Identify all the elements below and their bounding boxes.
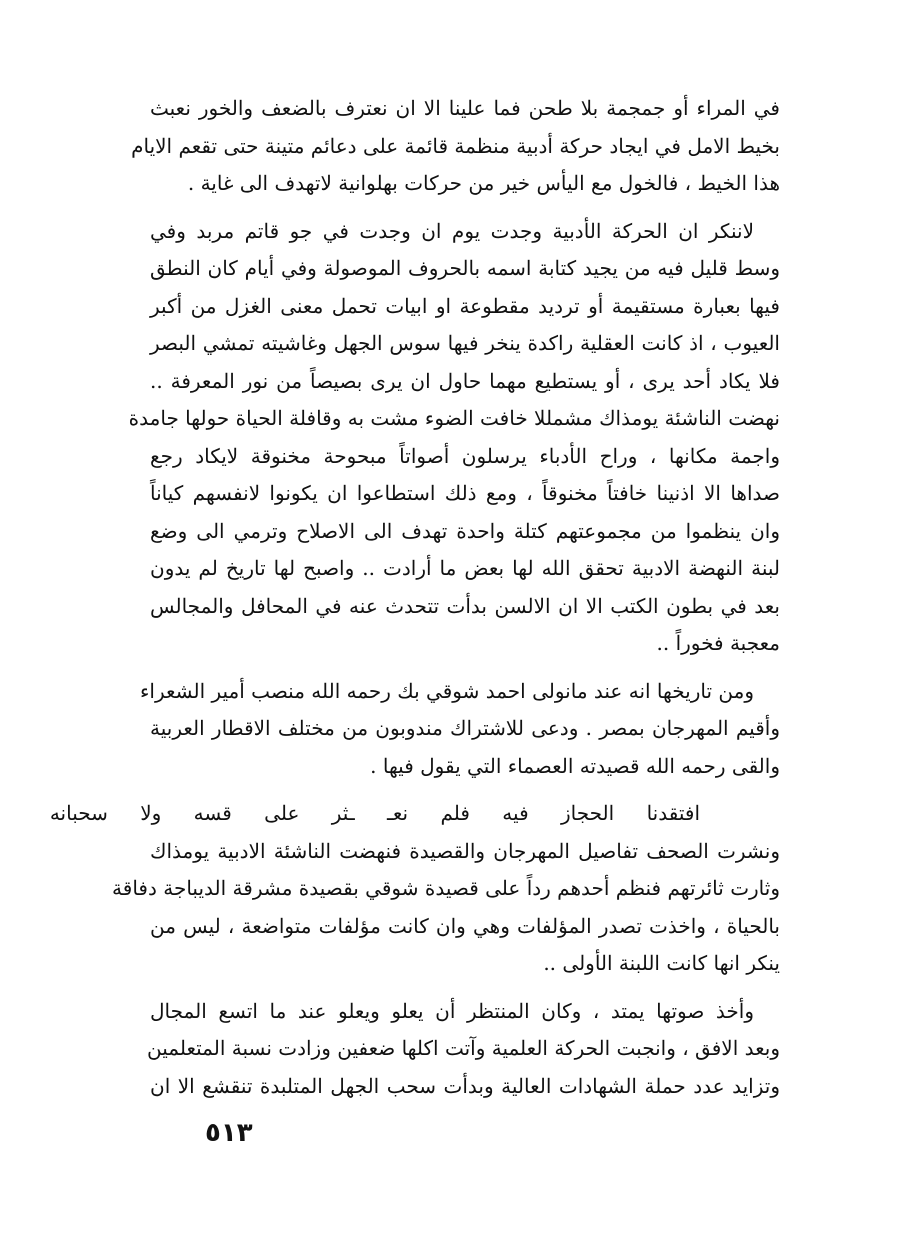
paragraph-first-line: وأخذ صوتها يمتد ، وكان المنتظر أن يعلو ويعلو عند ما اتسع المجال	[150, 998, 754, 1023]
text-line: وسط قليل فيه من يجيد كتابة اسمه بالحروف الموصولة وفي أيام كان النطق	[150, 256, 780, 280]
text-line: وأقيم المهرجان بمصر . ودعى للاشتراك مندوبون من مختلف الاقطار العربية	[150, 716, 780, 740]
text-line: العيوب ، اذ كانت العقلية راكدة ينخر فيها سوس الجهل وغاشيته تمشي البصر	[150, 331, 780, 355]
text-line: واجمة مكانها ، وراح الأدباء يرسلون أصواتاً مبحوحة مخنوقة لايكاد رجع	[150, 443, 780, 468]
text-line: هذا الخيط ، فالخول مع اليأس خير من حركات بهلوانية لاتهدف الى غاية .	[187, 171, 780, 195]
text-line: وان ينظموا من مجموعتهم كتلة واحدة تهدف الى الاصلاح وترمي الى وضع	[150, 518, 780, 543]
text-line: بخيط الامل في ايجاد حركة أدبية منظمة قائمة على دعائم متينة حتى تقعم الايام	[131, 133, 780, 158]
text-line: وثارت ثائرتهم فنظم أحدهم رداً على قصيدة شوقي بقصيدة مشرقة الديباجة دفاقة	[112, 876, 780, 900]
poem-verse: افتقدنا الحجاز فيه فلم نعـ ـثر على قسه ولا سحبانه	[49, 801, 700, 825]
text-line: فلا يكاد أحد يرى ، أو يستطيع مهما حاول ان يرى بصيصاً من نور المعرفة ..	[150, 368, 780, 393]
text-line: بعد في بطون الكتب الا ان الالسن بدأت تتحدث عنه في المحافل والمجالس	[150, 593, 780, 618]
text-line: ينكر انها كانت اللبنة الأولى ..	[543, 951, 780, 975]
text-line: بالحياة ، واخذت تصدر المؤلفات وهي وان كانت مؤلفات متواضعة ، ليس من	[150, 913, 780, 938]
paragraph-first-line: لاننكر ان الحركة الأدبية وجدت يوم ان وجدت في جو قاتم مربد وفي	[150, 218, 754, 243]
text-line: ونشرت الصحف تفاصيل المهرجان والقصيدة فنهضت الناشئة الادبية يومذاك	[150, 838, 780, 863]
text-line: وتزايد عدد حملة الشهادات العالية وبدأت سحب الجهل المتلبدة تنقشع الا ان	[150, 1073, 780, 1098]
text-line: صداها الا اذنينا خافتاً مخنوقاً ، ومع ذلك استطاعوا ان يكونوا لانفسهم كياناً	[150, 481, 780, 505]
text-line: فيها بعبارة مستقيمة أو ترديد مقطوعة او ابيات تحمل معنى الغزل من أكبر	[150, 293, 780, 318]
text-line: والقى رحمه الله قصيدته العصماء التي يقول فيها .	[370, 753, 780, 778]
page-number: ٥١٣	[205, 1118, 253, 1148]
body-text	[49, 90, 780, 1105]
text-line: نهضت الناشئة يومذاك مشمللا خافت الضوء مشت به وقافلة الحياة حولها جامدة	[128, 406, 780, 430]
text-line: لبنة النهضة الادبية تحقق الله لها بعض ما أرادت .. واصبح لها تاريخ لم يدون	[150, 556, 780, 580]
text-line: وبعد الافق ، وانجبت الحركة العلمية وآتت اكلها ضعفين وزادت نسبة المتعلمين	[147, 1036, 780, 1060]
text-line: معجبة فخوراً ..	[656, 631, 780, 655]
text-line: في المراء أو جمجمة بلا طحن فما علينا الا ان نعترف بالضعف والخور نعبث	[150, 96, 780, 120]
paragraph-first-line: ومن تاريخها انه عند مانولى احمد شوقي بك رحمه الله منصب أمير الشعراء	[139, 678, 754, 703]
